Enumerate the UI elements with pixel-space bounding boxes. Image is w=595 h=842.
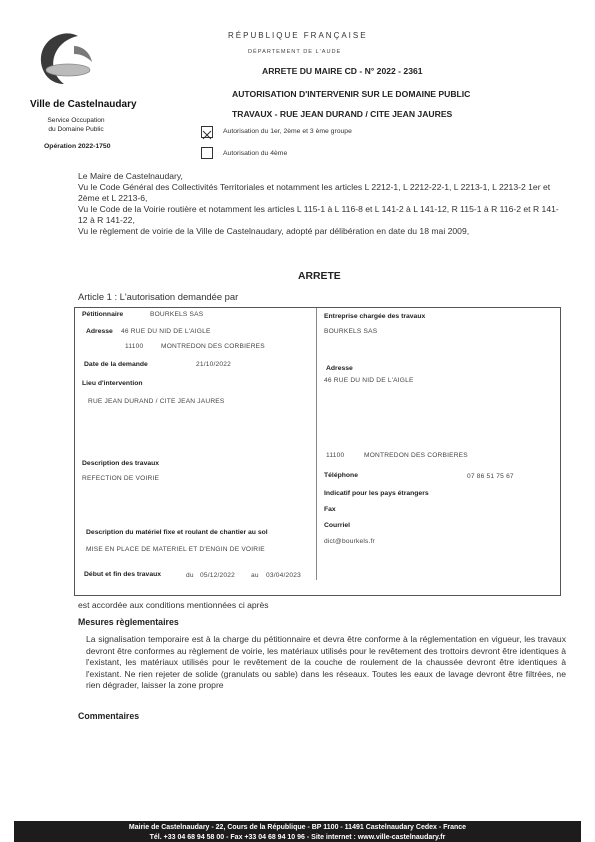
checkbox-groupe-4[interactable] bbox=[201, 147, 213, 159]
service-line-2: du Domaine Public bbox=[48, 126, 104, 133]
mesures-text: La signalisation temporaire est à la charge du pétitionnaire et devra être conforme à la réglementation en vigueur, les travaux devront être conformes au règlement de voirie, les matériaux utilisés pour le revêtement des trottoirs devront être identiques à l'existant, les matériaux utilisés pour le revêtement de la couche de roulement de la chaussée devront être identiques à l'existant. Ne rien rejeter de solide (granulats ou sable) dans les réseaux. Toutes les eaux de lavage devront être filtrées, ne rien dégrader, laisser la zone propre bbox=[86, 634, 566, 690]
telephone-value: 07 86 51 75 67 bbox=[467, 473, 514, 480]
arrete-number: ARRETE DU MAIRE CD - N° 2022 - 2361 bbox=[262, 66, 423, 76]
fax-label: Fax bbox=[324, 506, 336, 513]
entreprise-value: BOURKELS SAS bbox=[324, 328, 378, 335]
autorisation-title: AUTORISATION D'INTERVENIR SUR LE DOMAINE PUBLIC bbox=[232, 89, 471, 99]
check-mark-icon bbox=[202, 130, 212, 140]
ent-cp: 11100 bbox=[326, 452, 345, 459]
description-label: Description des travaux bbox=[82, 460, 160, 467]
petitionnaire-value: BOURKELS SAS bbox=[150, 311, 204, 318]
departement-heading: DÉPARTEMENT DE L'AUDE bbox=[248, 49, 342, 55]
lieu-label: Lieu d'intervention bbox=[82, 380, 143, 387]
date-au-label: au bbox=[251, 572, 259, 579]
adresse-ville: MONTREDON DES CORBIERES bbox=[161, 343, 265, 350]
petitionnaire-label: Pétitionnaire bbox=[82, 311, 124, 318]
dates-label: Début et fin des travaux bbox=[84, 571, 162, 578]
footer-address: Mairie de Castelnaudary - 22, Cours de la République - BP 1100 - 11491 Castelnaudary Cedex - France bbox=[128, 824, 467, 831]
travaux-title: TRAVAUX - RUE JEAN DURAND / CITE JEAN JAURES bbox=[232, 109, 453, 119]
mesures-heading: Mesures règlementaires bbox=[78, 617, 179, 627]
checkbox-label-groupe-4: Autorisation du 4ème bbox=[223, 150, 288, 157]
ent-adresse-value: 46 RUE DU NID DE L'AIGLE bbox=[324, 377, 414, 384]
commentaires-heading: Commentaires bbox=[78, 711, 140, 721]
preamble bbox=[78, 171, 568, 237]
lieu-value: RUE JEAN DURAND / CITE JEAN JAURES bbox=[88, 398, 225, 405]
adresse-label: Adresse bbox=[86, 328, 113, 335]
operation-number: Opération 2022-1750 bbox=[44, 143, 111, 150]
footer-contact: Tél. +33 04 68 94 58 00 - Fax +33 04 68 94 10 96 - Site internet : www.ville-castelnaudary.fr bbox=[149, 834, 446, 841]
courriel-value: dict@bourkels.fr bbox=[324, 538, 375, 545]
service-name bbox=[46, 116, 106, 134]
checkbox-label-groupe-1-2-3: Autorisation du 1er, 2ème et 3 ème groupe bbox=[223, 128, 352, 135]
materiel-label: Description du matériel fixe et roulant de chantier au sol bbox=[86, 529, 268, 536]
accord-text: est accordée aux conditions mentionnées ci après bbox=[78, 600, 269, 610]
ent-ville: MONTREDON DES CORBIERES bbox=[364, 452, 468, 459]
date-debut: 05/12/2022 bbox=[200, 572, 236, 579]
courriel-label: Courriel bbox=[324, 522, 351, 529]
adresse-line-1: 46 RUE DU NID DE L'AIGLE bbox=[121, 328, 211, 335]
ent-adresse-label: Adresse bbox=[326, 365, 353, 372]
preamble-line: Vu le Code Général des Collectivités Territoriales et notamment les articles L 2212-1, L 2212-22-1, L 2213-1, L 2213-2 1er et 2ème et L 2213-6, bbox=[78, 182, 551, 203]
form-divider bbox=[316, 308, 317, 580]
entreprise-label: Entreprise chargée des travaux bbox=[324, 313, 426, 320]
adresse-cp: 11100 bbox=[125, 343, 144, 350]
city-name: Ville de Castelnaudary bbox=[30, 99, 137, 110]
preamble-line: Vu le règlement de voirie de la Ville de Castelnaudary, adopté par délibération en date du 18 mai 2009, bbox=[78, 226, 470, 236]
etrangers-label: Indicatif pour les pays étrangers bbox=[324, 490, 429, 497]
article-1: Article 1 : L'autorisation demandée par bbox=[78, 291, 239, 302]
checkbox-groupe-1-2-3[interactable] bbox=[201, 126, 213, 138]
telephone-label: Téléphone bbox=[324, 472, 358, 479]
footer-bar bbox=[14, 821, 581, 842]
preamble-line: Vu le Code de la Voirie routière et notamment les articles L 115-1 à L 116-8 et L 141-2 à L 141-12, R 115-1 à R 116-2 et R 141-12 à R 141-22, bbox=[78, 204, 559, 225]
service-line-1: Service Occupation bbox=[47, 117, 105, 124]
date-fin: 03/04/2023 bbox=[266, 572, 302, 579]
arrete-heading: ARRETE bbox=[298, 271, 341, 282]
materiel-value: MISE EN PLACE DE MATERIEL ET D'ENGIN DE VOIRIE bbox=[86, 546, 265, 553]
preamble-line: Le Maire de Castelnaudary, bbox=[78, 171, 183, 181]
date-du-label: du bbox=[186, 572, 194, 579]
date-demande-value: 21/10/2022 bbox=[196, 361, 232, 368]
description-value: REFECTION DE VOIRIE bbox=[82, 475, 160, 482]
republique-heading: RÉPUBLIQUE FRANÇAISE bbox=[228, 31, 368, 40]
date-demande-label: Date de la demande bbox=[84, 361, 148, 368]
city-logo bbox=[34, 24, 104, 94]
